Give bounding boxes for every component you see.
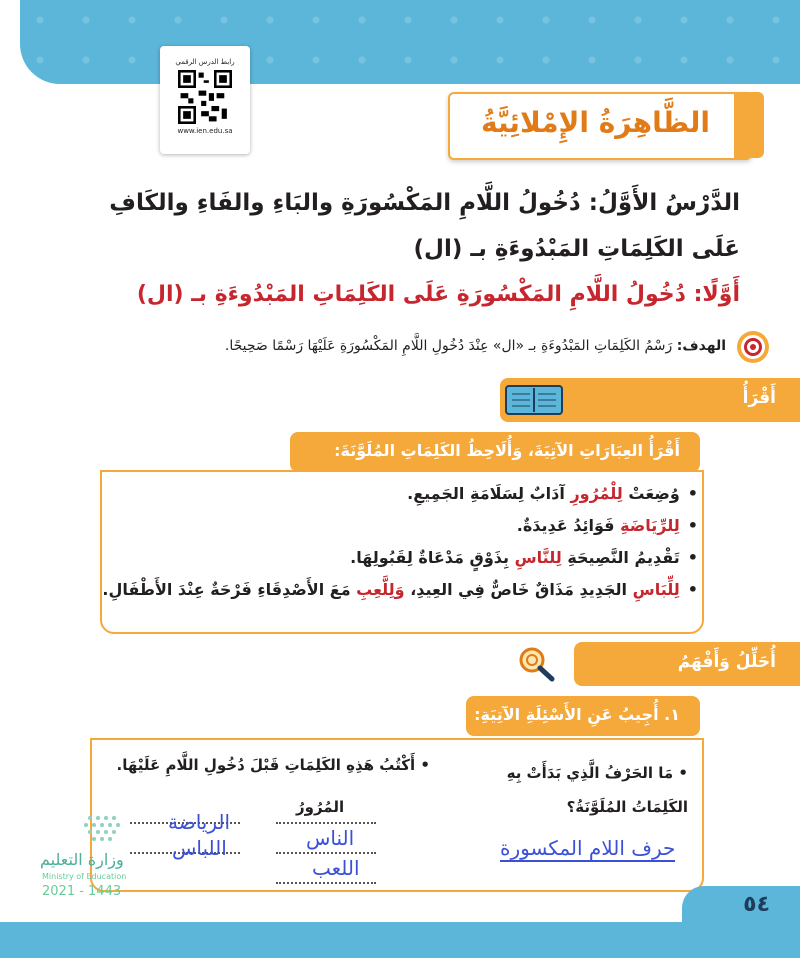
qr-label: رابط الدرس الرقمي	[175, 58, 235, 66]
goal-text	[225, 338, 726, 354]
page-number: ٥٤	[743, 892, 770, 917]
answer-2c-handwritten: الناس	[306, 826, 355, 850]
highlighted-word: لِلْمُرُورِ	[570, 484, 623, 503]
goal-description: رَسْمُ الكَلِمَاتِ المَبْدُوءَةِ بـ «ال» عِنْدَ دُخُولِ اللَّامِ المَكْسُورَةِ عَلَيْهَا رَسْمًا صَحِيحًا.	[224, 338, 673, 354]
page-title: الظَّاهِرَةُ الإِمْلائِيَّةُ	[481, 106, 710, 139]
page-number-tab	[682, 886, 800, 926]
answer-line	[276, 882, 376, 884]
item-text: تَقْدِيمُ النَّصِيحَةِ	[561, 548, 680, 567]
ministry-name: وزارة التعليم	[40, 850, 124, 869]
footer-band	[0, 922, 800, 958]
answer-line	[276, 852, 376, 854]
item-text: مَعَ الأَصْدِقَاءِ فَرْحَةٌ عِنْدَ الأَطْفَالِ.	[102, 580, 357, 599]
word-muroor: المُرُورُ	[296, 798, 345, 816]
ministry-logo-icon	[40, 812, 140, 852]
read-tab-label: أَقْرَأُ	[742, 388, 776, 408]
item-text: بِذَوْقٍ مَدْعَاةٌ لِقَبُولِهَا.	[350, 548, 515, 567]
edition-year: 2021 - 1443	[42, 884, 122, 899]
item-text: فَوَائِدُ عَدِيدَةٌ.	[516, 516, 621, 535]
list-item	[78, 574, 698, 606]
lesson-subheading: أَوَّلًا: دُخُولُ اللَّامِ المَكْسُورَةِ عَلَى الكَلِمَاتِ المَبْدُوءَةِ بـ (ال)	[136, 282, 740, 307]
question-heading: ١. أُجِيبُ عَنِ الأَسْئِلَةِ الآتِيَةِ:	[474, 705, 680, 724]
goal-row	[30, 330, 770, 370]
list-item	[78, 510, 698, 542]
section-title-box	[448, 92, 752, 160]
answer-2d-handwritten: اللعب	[312, 856, 360, 880]
open-book-icon	[504, 384, 564, 416]
answer-2a-handwritten: الرياضة	[168, 810, 231, 834]
highlighted-word: وَلِلَّعِبِ	[356, 580, 405, 599]
read-list	[78, 478, 698, 606]
item-text: وُضِعَتْ	[622, 484, 680, 503]
question-1-text: مَا الحَرْفُ الَّذِي بَدَأَتْ بِهِ الكَلِمَاتُ المُلَوَّنَةُ؟	[506, 764, 688, 816]
answer-1-handwritten: حرف اللام المكسورة	[500, 836, 676, 860]
list-item	[78, 542, 698, 574]
magnifier-gear-icon	[516, 644, 556, 682]
question-2-text: أَكْتُبُ هَذِهِ الكَلِمَاتِ قَبْلَ دُخُولِ اللَّامِ عَلَيْهَا.	[116, 756, 416, 774]
read-instruction-bar	[290, 432, 700, 472]
highlighted-word: لِلرِّيَاضَةِ	[620, 516, 680, 535]
answer-line	[276, 822, 376, 824]
answer-2b-handwritten: اللباس	[172, 836, 227, 860]
read-instruction: أَقْرَأُ العِبَارَاتِ الآتِيَةَ، وَأُلَاحِظُ الكَلِمَاتِ المُلَوَّنَةَ:	[334, 441, 680, 460]
highlighted-word: لِلِّبَاسِ	[632, 580, 680, 599]
qr-url[interactable]: www.ien.edu.sa	[177, 127, 233, 135]
highlighted-word: لِلنَّاسِ	[514, 548, 562, 567]
header-pattern	[20, 0, 800, 84]
lesson-title: الدَّرْسُ الأَوَّلُ: دُخُولُ اللَّامِ المَكْسُورَةِ والبَاءِ والفَاءِ والكَافِ عَلَى الكَلِمَاتِ المَبْدُوءَةِ بـ (ال)	[109, 190, 740, 262]
analyze-tab-label: أُحَلِّلُ وَأَفْهَمُ	[677, 652, 776, 672]
question-1: • مَا الحَرْفُ الَّذِي بَدَأَتْ بِهِ الكَلِمَاتُ المُلَوَّنَةُ؟	[506, 764, 688, 816]
analyze-section-tab	[574, 642, 800, 686]
list-item	[78, 478, 698, 510]
qr-code-icon[interactable]	[178, 70, 232, 124]
question-2: • أَكْتُبُ هَذِهِ الكَلِمَاتِ قَبْلَ دُخُولِ اللَّامِ عَلَيْهَا.	[116, 756, 430, 774]
item-text: آدَابٌ لِسَلَامَةِ الجَمِيعِ.	[407, 484, 571, 503]
header-band	[20, 0, 800, 84]
ministry-name-en: Ministry of Education	[42, 872, 127, 881]
question-bar	[466, 696, 700, 736]
goal-label: الهدف:	[676, 338, 726, 354]
qr-card[interactable]	[160, 46, 250, 154]
target-icon	[736, 330, 770, 364]
item-text: الجَدِيدِ مَذَاقٌ خَاصٌّ فِي العِيدِ،	[404, 580, 633, 599]
